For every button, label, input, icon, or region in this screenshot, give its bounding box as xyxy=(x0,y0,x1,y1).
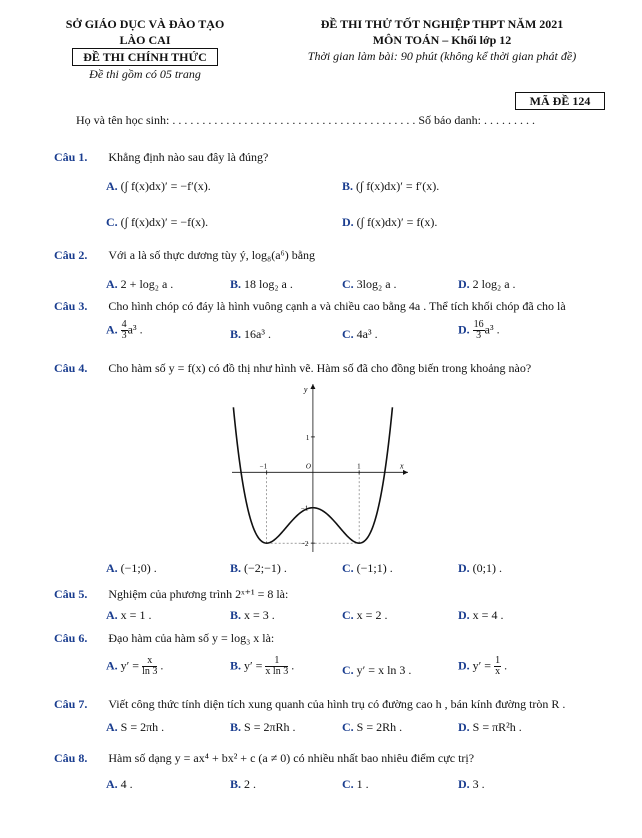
time-line: Thời gian làm bài: 90 phút (không kể thời gian phát đề) xyxy=(307,49,577,63)
q2-option-c[interactable]: C. 3log₂ a . xyxy=(342,277,397,291)
q1-option-c[interactable]: C. (∫ f(x)dx)′ = −f(x). xyxy=(106,215,209,229)
q6-option-c[interactable]: C. y′ = x ln 3 . xyxy=(342,663,412,677)
q8-option-b[interactable]: B. 2 . xyxy=(230,777,257,791)
q5-option-a[interactable]: A. x = 1 . xyxy=(106,608,152,622)
q4-option-d[interactable]: D. (0;1) . xyxy=(458,561,502,575)
q3-option-a[interactable]: A. $\frac{4}{3}$ a³ . xyxy=(106,319,143,341)
q8-option-c[interactable]: C. 1 . xyxy=(342,777,369,791)
y-axis-label: y xyxy=(303,385,308,394)
student-info: Họ và tên học sinh: . . . . . . . . . . . . . . . . . . . . . . . . . . . . . . . . . . . . . . . . . Số báo danh: . . . . . . . . . xyxy=(76,113,535,127)
exam-code: MÃ ĐỀ 124 xyxy=(515,92,605,110)
question-5: Câu 5. Nghiệm của phương trình 2ˣ⁺¹ = 8 là: xyxy=(54,587,289,601)
y-axis-arrow xyxy=(310,384,315,389)
q2-option-d[interactable]: D. 2 log₂ a . xyxy=(458,277,516,291)
question-text: Khẳng định nào sau đây là đúng? xyxy=(108,150,269,164)
q7-option-c[interactable]: C. S = 2Rh . xyxy=(342,720,403,734)
function-graph xyxy=(232,382,410,552)
q6-option-b[interactable]: B. y′ = $\frac{1}{\text{x ln 3}}$ . xyxy=(230,655,295,677)
tick-y-neg1: −1 xyxy=(300,504,309,513)
q5-option-c[interactable]: C. x = 2 . xyxy=(342,608,388,622)
q8-option-a[interactable]: A. 4 . xyxy=(106,777,133,791)
tick-x-neg1: −1 xyxy=(259,462,268,471)
q6-option-d[interactable]: D. y′ = $\frac{1}{x}$ . xyxy=(458,655,508,677)
q3-option-b[interactable]: B. 16a³ . xyxy=(230,327,271,341)
x-axis-arrow xyxy=(403,470,408,475)
tick-y-neg2: −2 xyxy=(300,540,309,549)
q2-option-b[interactable]: B. 18 log₂ a . xyxy=(230,277,293,291)
page-count: Đề thi gồm có 05 trang xyxy=(89,67,201,81)
province-name: LÀO CAI xyxy=(119,33,171,47)
q5-option-d[interactable]: D. x = 4 . xyxy=(458,608,504,622)
graph-axes xyxy=(232,384,408,552)
x-axis-label: x xyxy=(400,461,404,471)
q4-option-b[interactable]: B. (−2;−1) . xyxy=(230,561,287,575)
header-right xyxy=(272,16,612,64)
q6-option-a[interactable]: A. y′ = $\frac{x}{\ln 3}$ . xyxy=(106,655,164,677)
header-left xyxy=(40,16,250,82)
question-2: Câu 2. Với a là số thực dương tùy ý, log₈(a⁶) bằng xyxy=(54,248,316,262)
question-label: Câu 1. xyxy=(54,150,88,164)
question-1 xyxy=(54,149,268,165)
q4-option-c[interactable]: C. (−1;1) . xyxy=(342,561,393,575)
tick-y-1: 1 xyxy=(305,433,310,442)
question-8: Câu 8. Hàm số dạng y = ax⁴ + bx² + c (a ≠ 0) có nhiều nhất bao nhiêu điểm cực trị? xyxy=(54,751,475,765)
subject-line: MÔN TOÁN – Khối lớp 12 xyxy=(372,33,512,47)
q1-option-a[interactable]: A. (∫ f(x)dx)′ = −f′(x). xyxy=(106,179,211,193)
q3-option-c[interactable]: C. 4a³ . xyxy=(342,327,378,341)
q3-option-d[interactable]: D. $\frac{16}{3}$ a³ . xyxy=(458,319,500,341)
q7-option-a[interactable]: A. S = 2πh . xyxy=(106,720,165,734)
tick-x-1: 1 xyxy=(357,462,361,471)
question-3: Câu 3. Cho hình chóp có đáy là hình vuông cạnh a và chiều cao bằng 4a . Thể tích khối chóp đã cho là xyxy=(54,299,566,313)
question-7: Câu 7. Viết công thức tính diện tích xung quanh của hình trụ có đường cao h , bán kính đường tròn R . xyxy=(54,697,566,711)
dept-name: SỞ GIÁO DỤC VÀ ĐÀO TẠO xyxy=(65,17,225,31)
q2-option-a[interactable]: A. 2 + log₂ a . xyxy=(106,277,174,291)
question-6: Câu 6. Đạo hàm của hàm số y = log₃ x là: xyxy=(54,631,275,645)
q1-option-d[interactable]: D. (∫ f(x)dx)′ = f(x). xyxy=(342,215,438,229)
q5-option-b[interactable]: B. x = 3 . xyxy=(230,608,275,622)
official-badge: ĐỀ THI CHÍNH THỨC xyxy=(72,48,217,66)
q8-option-d[interactable]: D. 3 . xyxy=(458,777,485,791)
question-4: Câu 4. Cho hàm số y = f(x) có đồ thị như hình vẽ. Hàm số đã cho đồng biến trong khoảng nào? xyxy=(54,361,532,375)
q7-option-b[interactable]: B. S = 2πRh . xyxy=(230,720,296,734)
q7-option-d[interactable]: D. S = πR²h . xyxy=(458,720,522,734)
origin-label: O xyxy=(305,462,311,471)
q4-option-a[interactable]: A. (−1;0) . xyxy=(106,561,157,575)
q1-option-b[interactable]: B. (∫ f(x)dx)′ = f′(x). xyxy=(342,179,440,193)
exam-title: ĐỀ THI THỬ TỐT NGHIỆP THPT NĂM 2021 xyxy=(320,17,564,31)
